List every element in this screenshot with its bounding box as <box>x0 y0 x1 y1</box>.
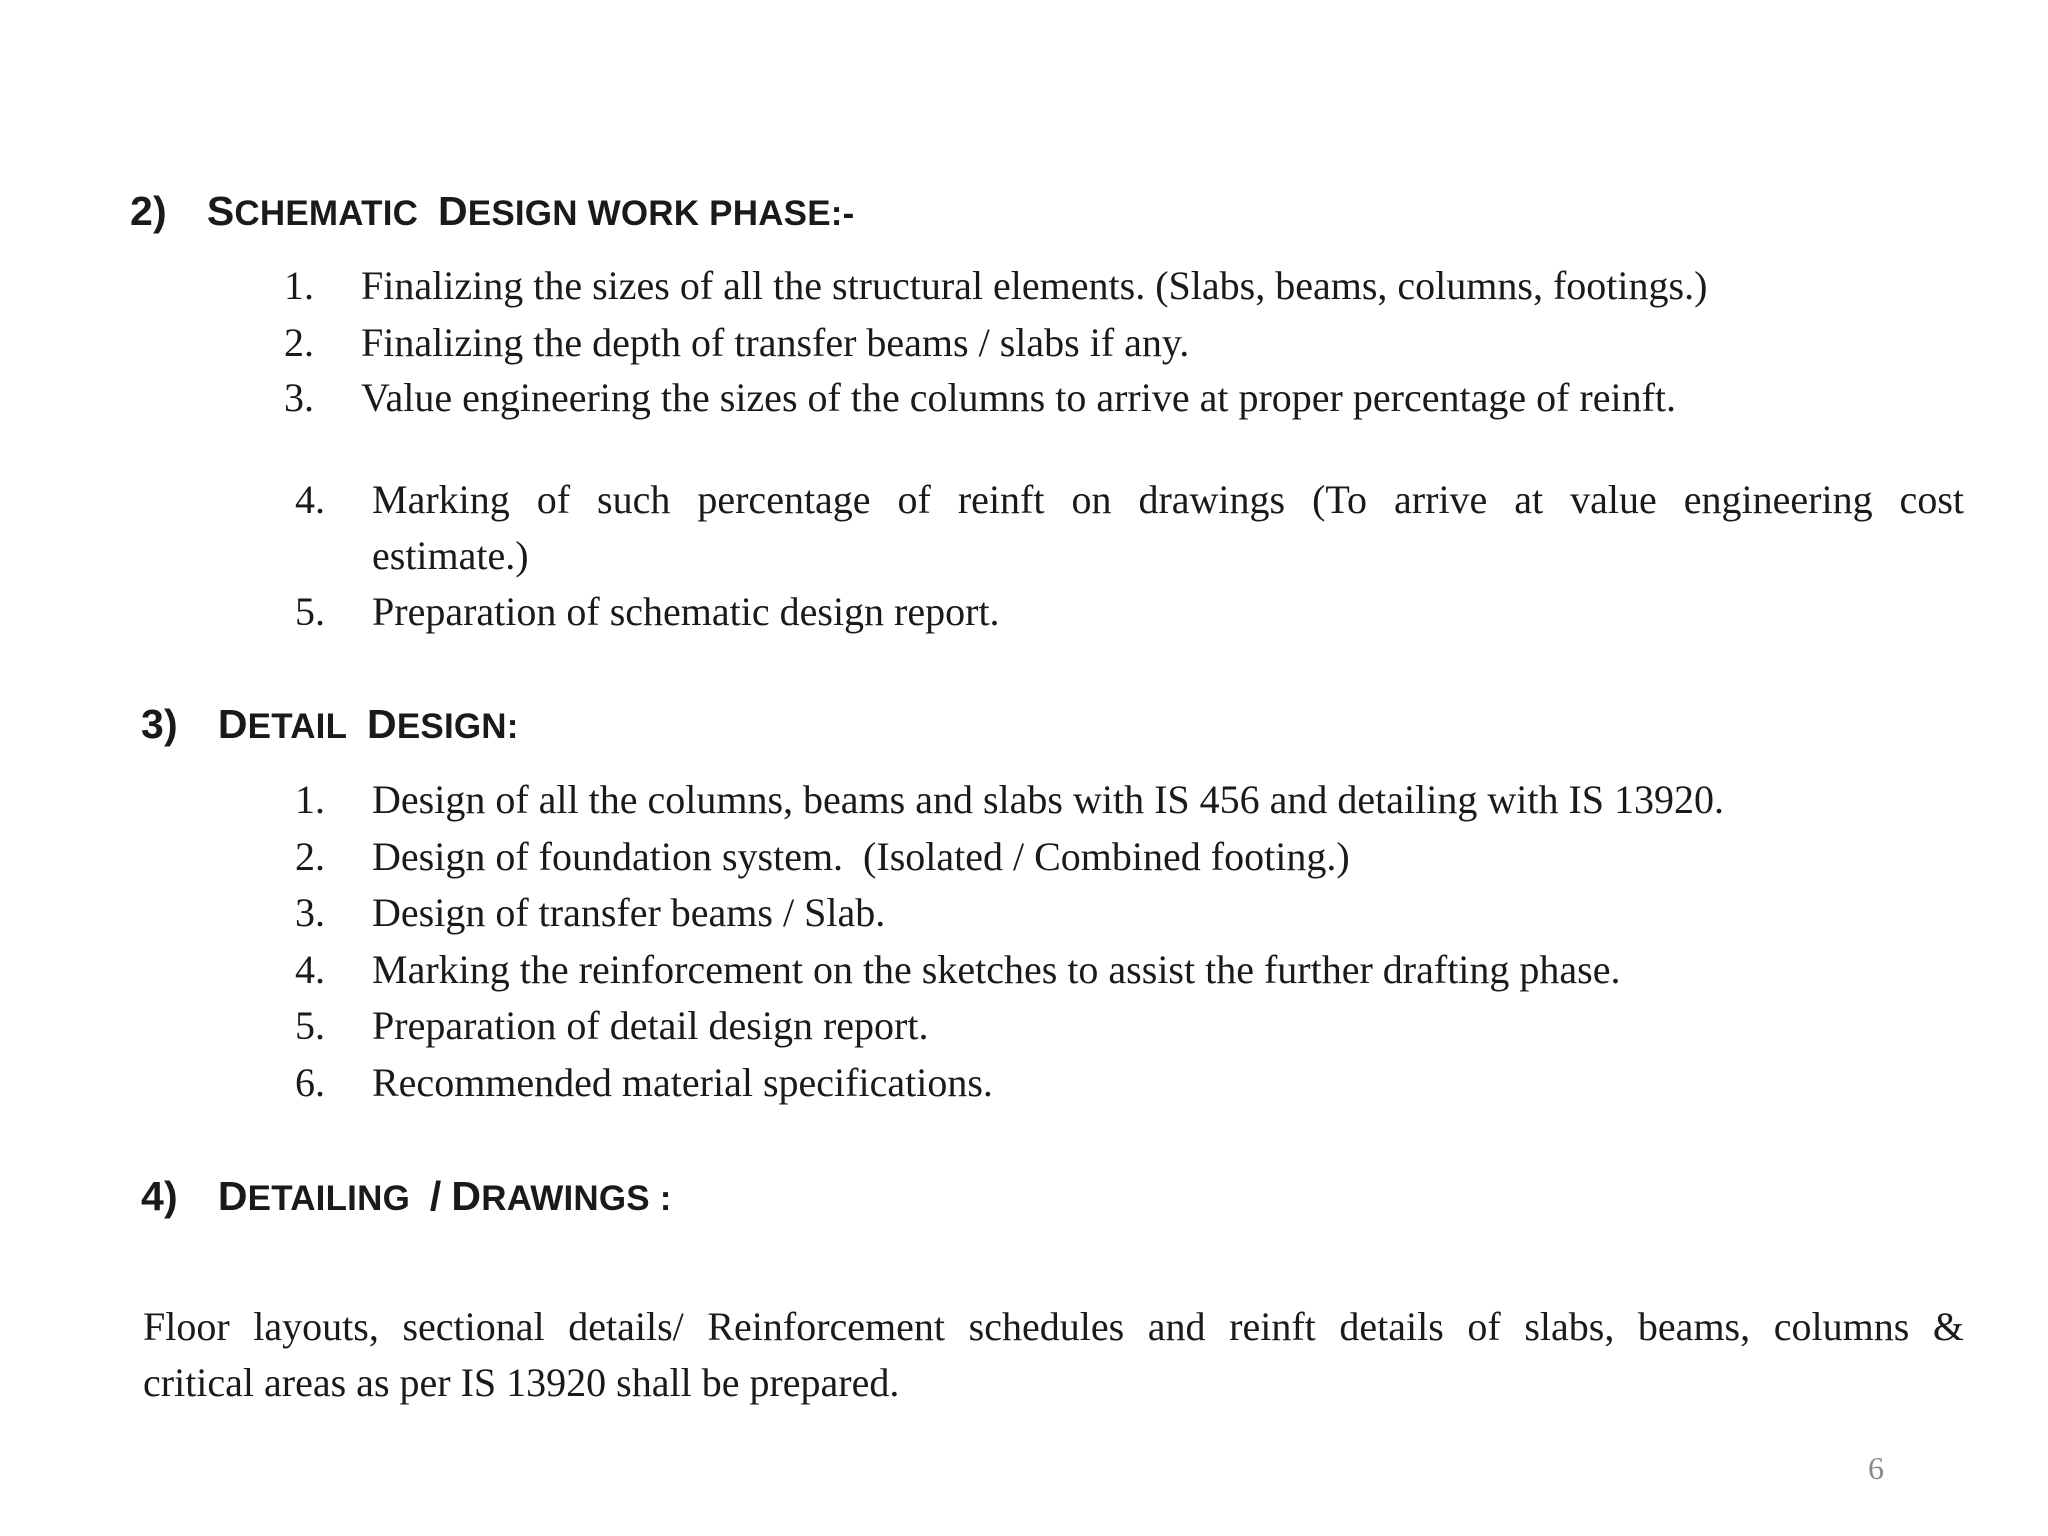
list-item-number: 3. <box>284 375 314 420</box>
list-item-text: Preparation of schematic design report. <box>372 589 1000 634</box>
section-4-number: 4) <box>141 1173 178 1219</box>
section-2-title: SCHEMATIC DESIGN WORK PHASE:- <box>206 188 855 234</box>
list-item-text: Design of transfer beams / Slab. <box>372 890 886 935</box>
list-item-number: 1. <box>284 263 314 308</box>
list-item-number: 2. <box>284 320 314 365</box>
page-number: 6 <box>1868 1450 1884 1486</box>
section-4-paragraph-continued: critical areas as per IS 13920 shall be prepared. <box>143 1360 900 1405</box>
list-item-text: Marking the reinforcement on the sketches to assist the further drafting phase. <box>372 947 1621 992</box>
section-4-title: DETAILING / DRAWINGS : <box>217 1173 672 1219</box>
list-item-text: Value engineering the sizes of the columns to arrive at proper percentage of reinft. <box>361 375 1677 420</box>
list-item-text: Preparation of detail design report. <box>372 1003 929 1048</box>
section-4-paragraph: Floor layouts, sectional details/ Reinforcement schedules and reinft details of slabs, beams, columns & <box>143 1304 1964 1349</box>
list-item-number: 3. <box>295 890 325 935</box>
list-item-number: 4. <box>295 477 325 522</box>
list-item-number: 5. <box>295 589 325 634</box>
list-item-number: 1. <box>295 777 325 822</box>
list-item-text: Design of all the columns, beams and slabs with IS 456 and detailing with IS 13920. <box>372 777 1725 822</box>
section-3-heading <box>141 701 519 748</box>
list-item-text: Finalizing the depth of transfer beams / slabs if any. <box>361 320 1190 365</box>
list-item-text: Recommended material specifications. <box>372 1060 993 1105</box>
list-item-text: Design of foundation system. (Isolated / Combined footing.) <box>372 834 1350 879</box>
list-item-number: 2. <box>295 834 325 879</box>
section-2-heading <box>130 188 854 235</box>
section-3-title: DETAIL DESIGN: <box>217 701 519 747</box>
list-item-number: 4. <box>295 947 325 992</box>
section-2-number: 2) <box>130 188 167 234</box>
list-item-number: 6. <box>295 1060 325 1105</box>
list-item-text-continued: estimate.) <box>372 533 529 578</box>
list-item-text: Marking of such percentage of reinft on drawings (To arrive at value engineering cost <box>372 477 1964 522</box>
list-item-text: Finalizing the sizes of all the structural elements. (Slabs, beams, columns, footings.) <box>361 263 1708 308</box>
section-4-heading <box>141 1173 672 1220</box>
list-item-number: 5. <box>295 1003 325 1048</box>
section-3-number: 3) <box>141 701 178 747</box>
